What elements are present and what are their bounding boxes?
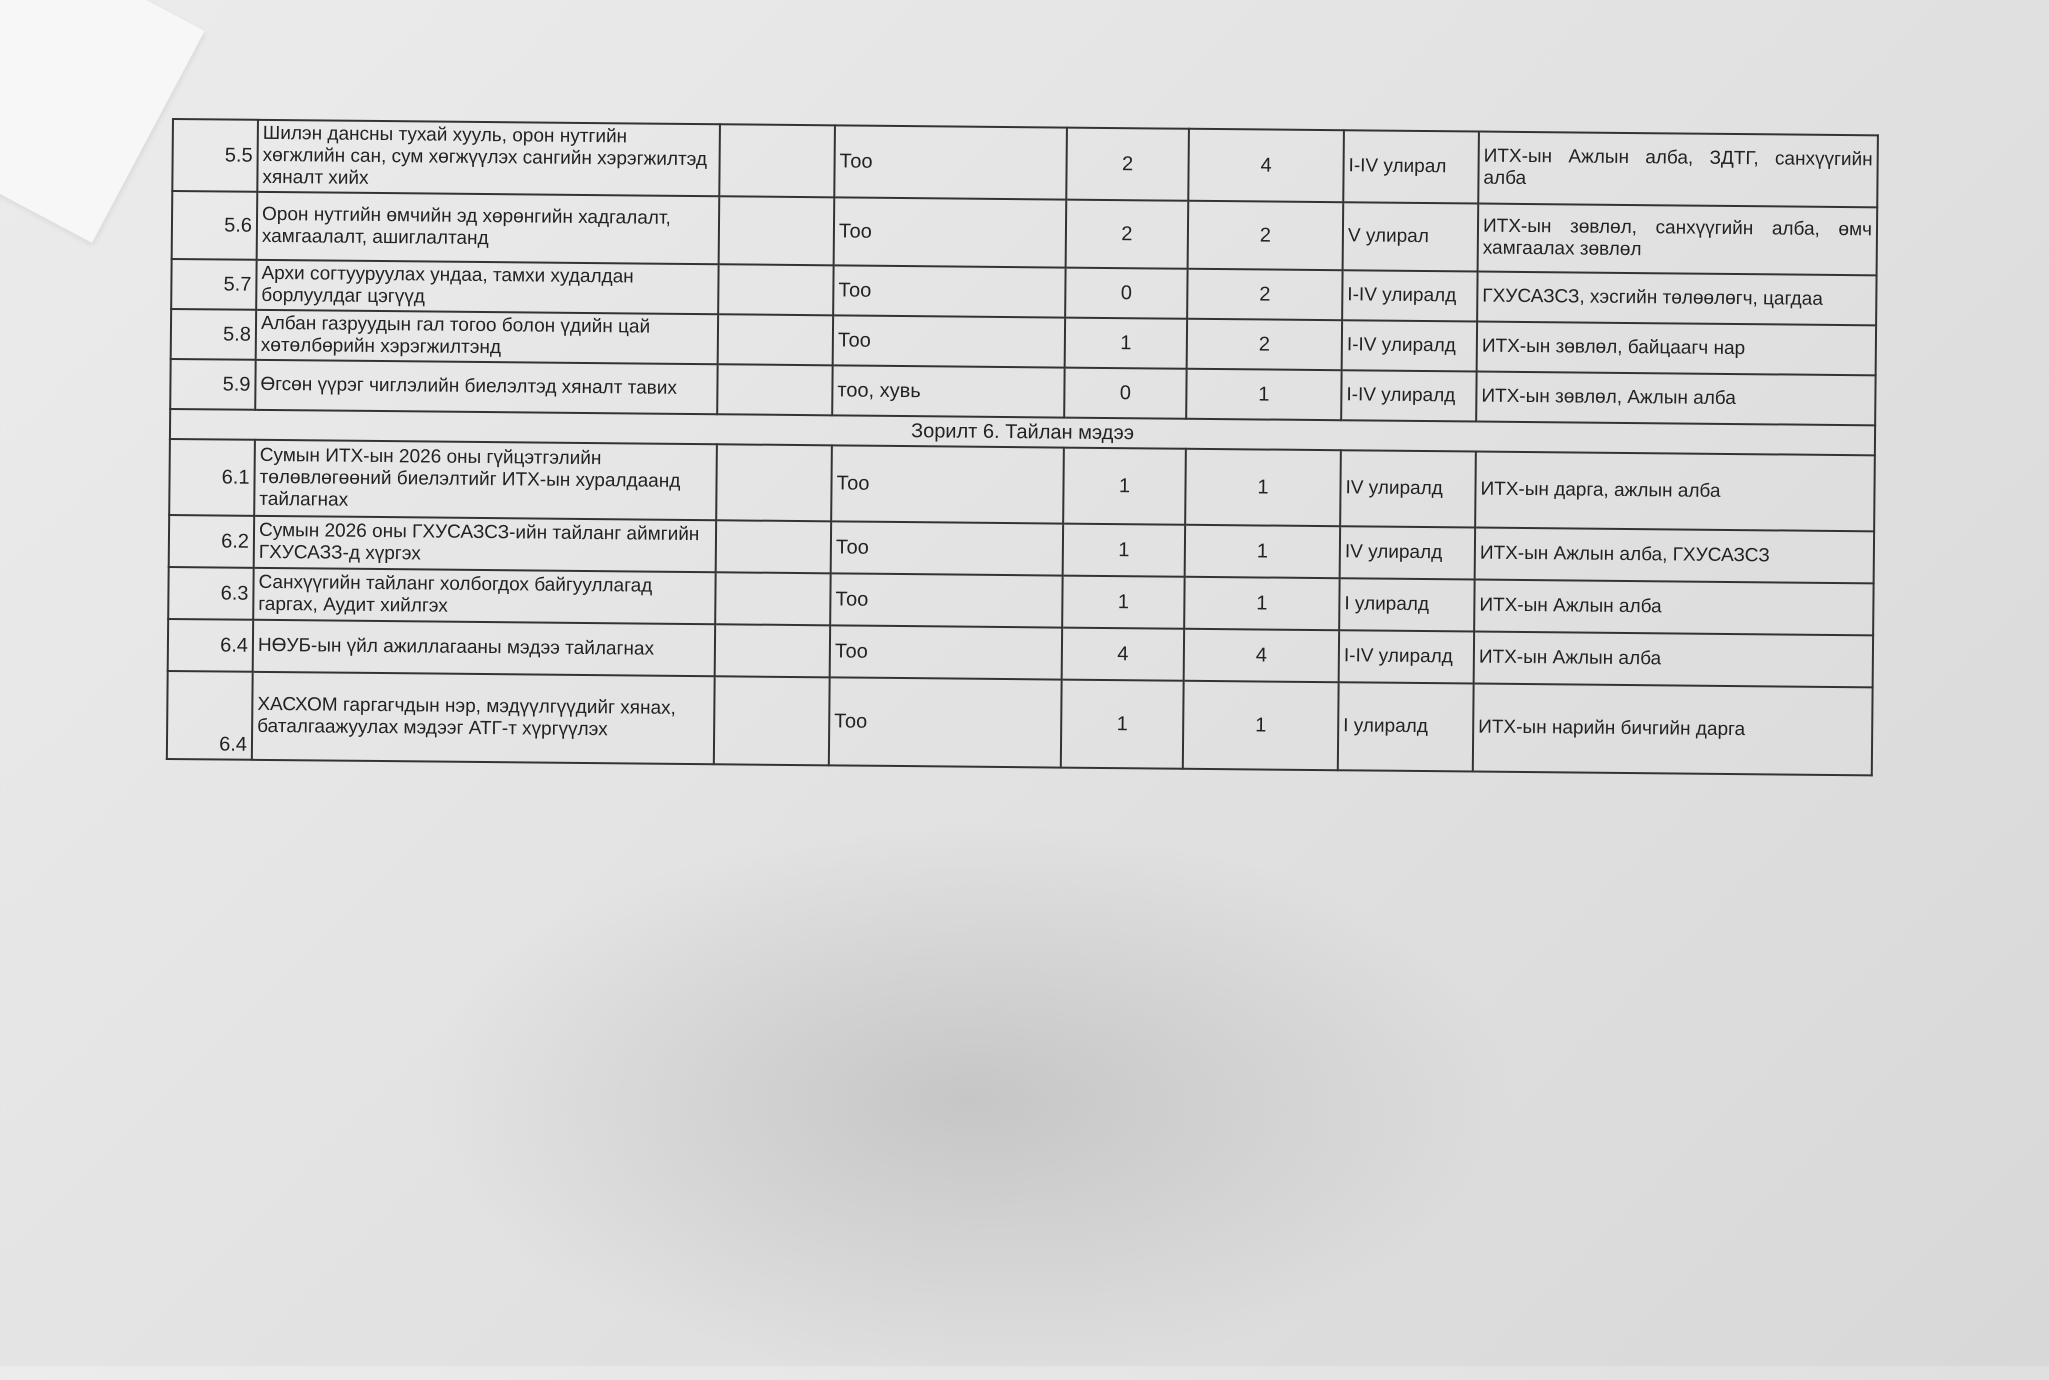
empty-cell [715, 624, 830, 677]
unit-cell: Тоо [831, 445, 1064, 523]
empty-cell [717, 364, 832, 415]
activity-cell: Сумын 2026 оны ГХУСАЗСЗ-ийн тайланг аймгийн ГХУСАЗЗ-д хүргэх [254, 516, 716, 572]
empty-cell [719, 196, 835, 265]
row-number: 5.7 [171, 259, 256, 310]
activity-cell: Албан газруудын гал тогоо болон үдийн цай хөтөлбөрийн хэрэгжилтэнд [256, 310, 718, 364]
unit-cell: Тоо [829, 677, 1062, 767]
responsible-cell: ИТХ-ын зөвлөл, санхүүгийн алба, өмч хамгаалах зөвлөл [1478, 204, 1878, 276]
baseline-cell: 0 [1065, 268, 1187, 319]
row-number: 5.8 [171, 309, 256, 360]
empty-cell [715, 572, 830, 625]
unit-cell: Тоо [831, 521, 1063, 575]
target-cell: 1 [1184, 577, 1339, 630]
responsible-cell: ИТХ-ын Ажлын алба, ГХУСАЗСЗ [1475, 528, 1874, 584]
period-cell: I-IV улиралд [1342, 270, 1477, 321]
goal-6-heading: Зорилт 6. Тайлан мэдээ [170, 409, 1875, 455]
target-cell: 1 [1183, 681, 1339, 770]
row-number: 5.9 [170, 359, 255, 410]
baseline-cell: 2 [1066, 128, 1189, 201]
target-cell: 2 [1187, 319, 1342, 370]
period-cell: I улиралд [1339, 578, 1474, 631]
activity-cell: НӨУБ-ын үйл ажиллагааны мэдээ тайлагнах [253, 620, 715, 676]
responsible-cell: ГХУСАЗСЗ, хэсгийн төлөөлөгч, цагдаа [1477, 272, 1876, 326]
unit-cell: Тоо [834, 197, 1067, 267]
target-cell: 1 [1186, 369, 1341, 420]
baseline-cell: 0 [1064, 368, 1186, 419]
plan-table-wrapper [166, 118, 1877, 776]
baseline-cell: 2 [1066, 200, 1189, 269]
row-number: 6.3 [168, 567, 253, 620]
period-cell: I-IV улирал [1343, 130, 1479, 203]
row-number: 6.4 [168, 619, 253, 672]
unit-cell: тоо, хувь [832, 365, 1064, 417]
activity-cell: Санхүүгийн тайланг холбогдох байгууллагад гаргах, Аудит хийлгэх [253, 568, 715, 624]
target-cell: 4 [1184, 629, 1339, 682]
baseline-cell: 4 [1062, 628, 1184, 681]
row-number: 6.2 [169, 515, 254, 568]
plan-table [166, 118, 1879, 776]
responsible-cell: ИТХ-ын Ажлын алба, ЗДТГ, санхүүгийн алба [1478, 132, 1878, 208]
target-cell: 4 [1188, 129, 1344, 202]
responsible-cell: ИТХ-ын нарийн бичгийн дарга [1473, 684, 1873, 776]
period-cell: IV улиралд [1340, 450, 1476, 527]
unit-cell: Тоо [834, 125, 1067, 199]
period-cell: IV улиралд [1340, 526, 1475, 579]
target-cell: 2 [1187, 269, 1342, 320]
row-number: 5.5 [172, 119, 258, 192]
empty-cell [718, 264, 833, 315]
responsible-cell: ИТХ-ын дарга, ажлын алба [1475, 452, 1875, 532]
target-cell: 1 [1185, 525, 1340, 578]
baseline-cell: 1 [1062, 576, 1184, 629]
row-number: 6.4 [167, 671, 253, 760]
responsible-cell: ИТХ-ын зөвлөл, байцаагч нар [1477, 322, 1876, 376]
baseline-cell: 1 [1063, 448, 1186, 525]
period-cell: V улирал [1343, 202, 1479, 271]
period-cell: I улиралд [1338, 682, 1474, 771]
unit-cell: Тоо [830, 625, 1062, 679]
period-cell: I-IV улиралд [1341, 370, 1476, 421]
activity-cell: Архи согтууруулах ундаа, тамхи худалдан борлуулдаг цэгүүд [256, 260, 718, 314]
responsible-cell: ИТХ-ын Ажлын алба [1474, 580, 1873, 636]
table-row [167, 671, 1873, 775]
activity-cell: ХАСХОМ гаргагчдын нэр, мэдүүлгүүдийг хянах, баталгаажуулах мэдээг АТГ-т хүргүүлэх [252, 672, 715, 764]
shadow [420, 820, 1520, 1380]
row-number: 6.1 [169, 439, 255, 516]
empty-cell [714, 676, 830, 765]
unit-cell: Тоо [833, 265, 1065, 317]
activity-cell: Сумын ИТХ-ын 2026 оны гүйцэтгэлийн төлөвлөгөөний биелэлтийг ИТХ-ын хуралдаанд тайлагнах [254, 440, 717, 520]
unit-cell: Тоо [833, 315, 1065, 367]
activity-cell: Шилэн дансны тухай хууль, орон нутгийн хөгжлийн сан, сум хөгжүүлэх сангийн хэрэгжилтэд хяналт хийх [257, 120, 720, 196]
period-cell: I-IV улиралд [1339, 630, 1474, 683]
activity-cell: Өгсөн үүрэг чиглэлийн биелэлтэд хяналт тавих [255, 360, 717, 414]
empty-cell [716, 520, 831, 573]
empty-cell [716, 444, 832, 521]
empty-cell [719, 124, 835, 197]
baseline-cell: 1 [1065, 318, 1187, 369]
target-cell: 1 [1185, 449, 1341, 526]
responsible-cell: ИТХ-ын Ажлын алба [1474, 632, 1873, 688]
unit-cell: Тоо [830, 573, 1062, 627]
period-cell: I-IV улиралд [1342, 320, 1477, 371]
activity-cell: Орон нутгийн өмчийн эд хөрөнгийн хадгалалт, хамгаалалт, ашиглалтанд [257, 192, 720, 264]
empty-cell [718, 314, 833, 365]
baseline-cell: 1 [1063, 524, 1185, 577]
responsible-cell: ИТХ-ын зөвлөл, Ажлын алба [1476, 372, 1875, 426]
row-number: 5.6 [172, 191, 258, 260]
baseline-cell: 1 [1061, 680, 1184, 769]
target-cell: 2 [1188, 201, 1344, 270]
